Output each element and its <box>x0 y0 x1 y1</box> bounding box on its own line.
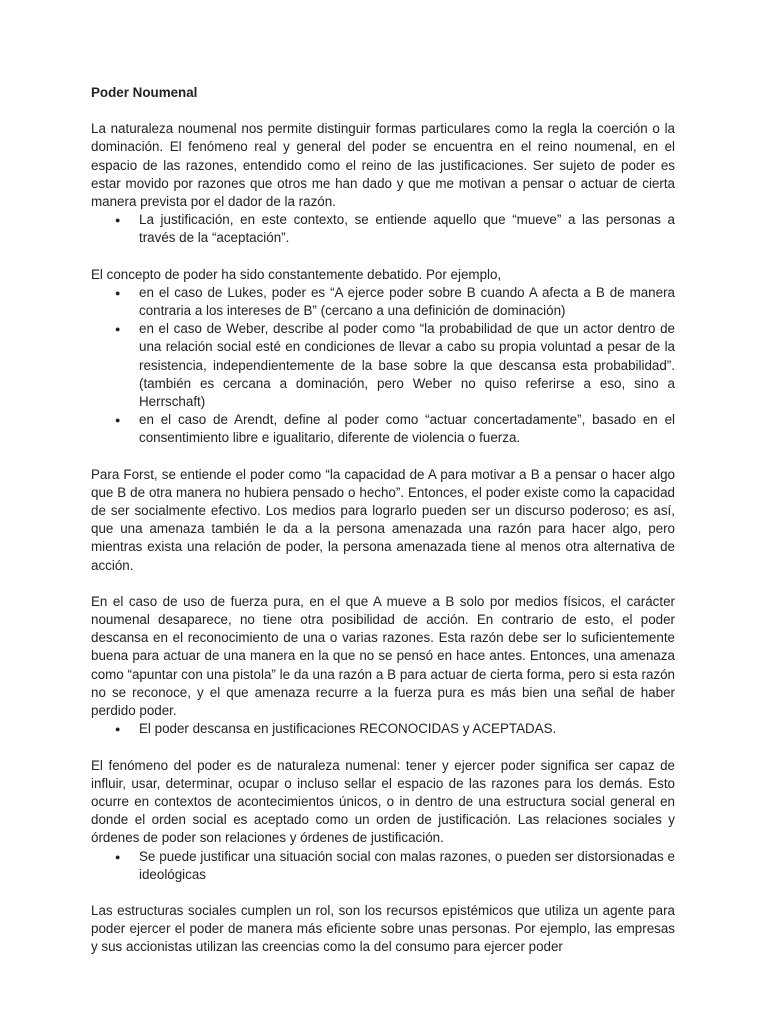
list-item: ● La justificación, en este contexto, se entiende aquello que “mueve” a las personas a través de la “aceptación”. <box>91 211 675 247</box>
paragraph-intro: La naturaleza noumenal nos permite distinguir formas particulares como la regla la coerción o la dominación. El fenómeno real y general del poder se encuentra en el reino noumenal, en el espacio de las razones, entendido como el reino de las justificaciones. Ser sujeto de poder es estar movido por razones que otros me han dado y que me motivan a pensar o actuar de cierta manera prevista por el dador de la razón. <box>91 121 675 210</box>
spacer <box>91 884 675 902</box>
page-title: Poder Noumenal <box>91 85 198 100</box>
spacer <box>91 575 675 593</box>
list-item: ● en el caso de Arendt, define al poder como “actuar concertadamente”, basado en el consentimiento libre e igualitario, diferente de violencia o fuerza. <box>91 411 675 447</box>
spacer <box>91 739 675 757</box>
document-page <box>91 84 675 957</box>
paragraph-estructuras: Las estructuras sociales cumplen un rol, son los recursos epistémicos que utiliza un agente para poder ejercer el poder de manera más eficiente sobre unas personas. Por ejemplo, las empresas y sus accionistas utilizan las creencias como la del consumo para ejercer poder <box>91 902 675 955</box>
spacer <box>91 448 675 466</box>
paragraph-fuerza: En el caso de uso de fuerza pura, en el que A mueve a B solo por medios físicos, el carácter noumenal desaparece, no tiene otra posibilidad de acción. En contrario de esto, el poder descansa en el reconocimiento de una o varias razones. Esta razón debe ser lo suficientemente buena para actuar de una manera en la que no se pensó en hace antes. Entonces, una amenaza como “apuntar con una pistola” le da una razón a B para actuar de cierta forma, pero si esta razón no se reconoce, y el que amenaza recurre a la fuerza pura es más bien una señal de haber perdido poder. <box>91 593 675 719</box>
paragraph-concept: El concepto de poder ha sido constantemente debatido. Por ejemplo, <box>91 266 502 282</box>
paragraph-fenomeno: El fenómeno del poder es de naturaleza numenal: tener y ejercer poder significa ser capaz de influir, usar, determinar, ocupar o incluso sellar el espacio de las razones para los demás. Esto ocurre en contextos de acontecimientos únicos, o in dentro de una estructura social general en donde el orden social es aceptado como un orden de justificación. Las relaciones sociales y órdenes de poder son relaciones y órdenes de justificación. <box>91 757 675 846</box>
list-item: ● Se puede justificar una situación social con malas razones, o pueden ser distorsionadas e ideológicas <box>91 848 675 884</box>
list-item: ● en el caso de Lukes, poder es “A ejerce poder sobre B cuando A afecta a B de manera contraria a los intereses de B” (cercano a una definición de dominación) <box>91 284 675 320</box>
paragraph-forst: Para Forst, se entiende el poder como “la capacidad de A para motivar a B a pensar o hacer algo que B de otra manera no hubiera pensado o hecho”. Entonces, el poder existe como la capacidad de ser socialmente efectivo. Los medios para lograrlo pueden ser un discurso poderoso; es así, que una amenaza también le da a la persona amenazada una razón para hacer algo, pero mientras exista una relación de poder, la persona amenazada tiene al menos otra alternativa de acción. <box>91 466 675 573</box>
bullet-list-concepts <box>91 284 675 448</box>
list-item: ● en el caso de Weber, describe al poder como “la probabilidad de que un actor dentro de una relación social esté en condiciones de llevar a cabo su propia voluntad a pesar de la resistencia, independientemente de la base sobre la que descansa esta probabilidad”. (también es cercana a dominación, pero Weber no quiso referirse a eso, sino a Herrschaft) <box>91 320 675 411</box>
bullet-list-fenomeno <box>91 848 675 884</box>
bullet-list-intro <box>91 211 675 247</box>
bullet-list-fuerza <box>91 720 675 738</box>
spacer <box>91 248 675 266</box>
list-item: ● El poder descansa en justificaciones RECONOCIDAS y ACEPTADAS. <box>91 720 675 738</box>
